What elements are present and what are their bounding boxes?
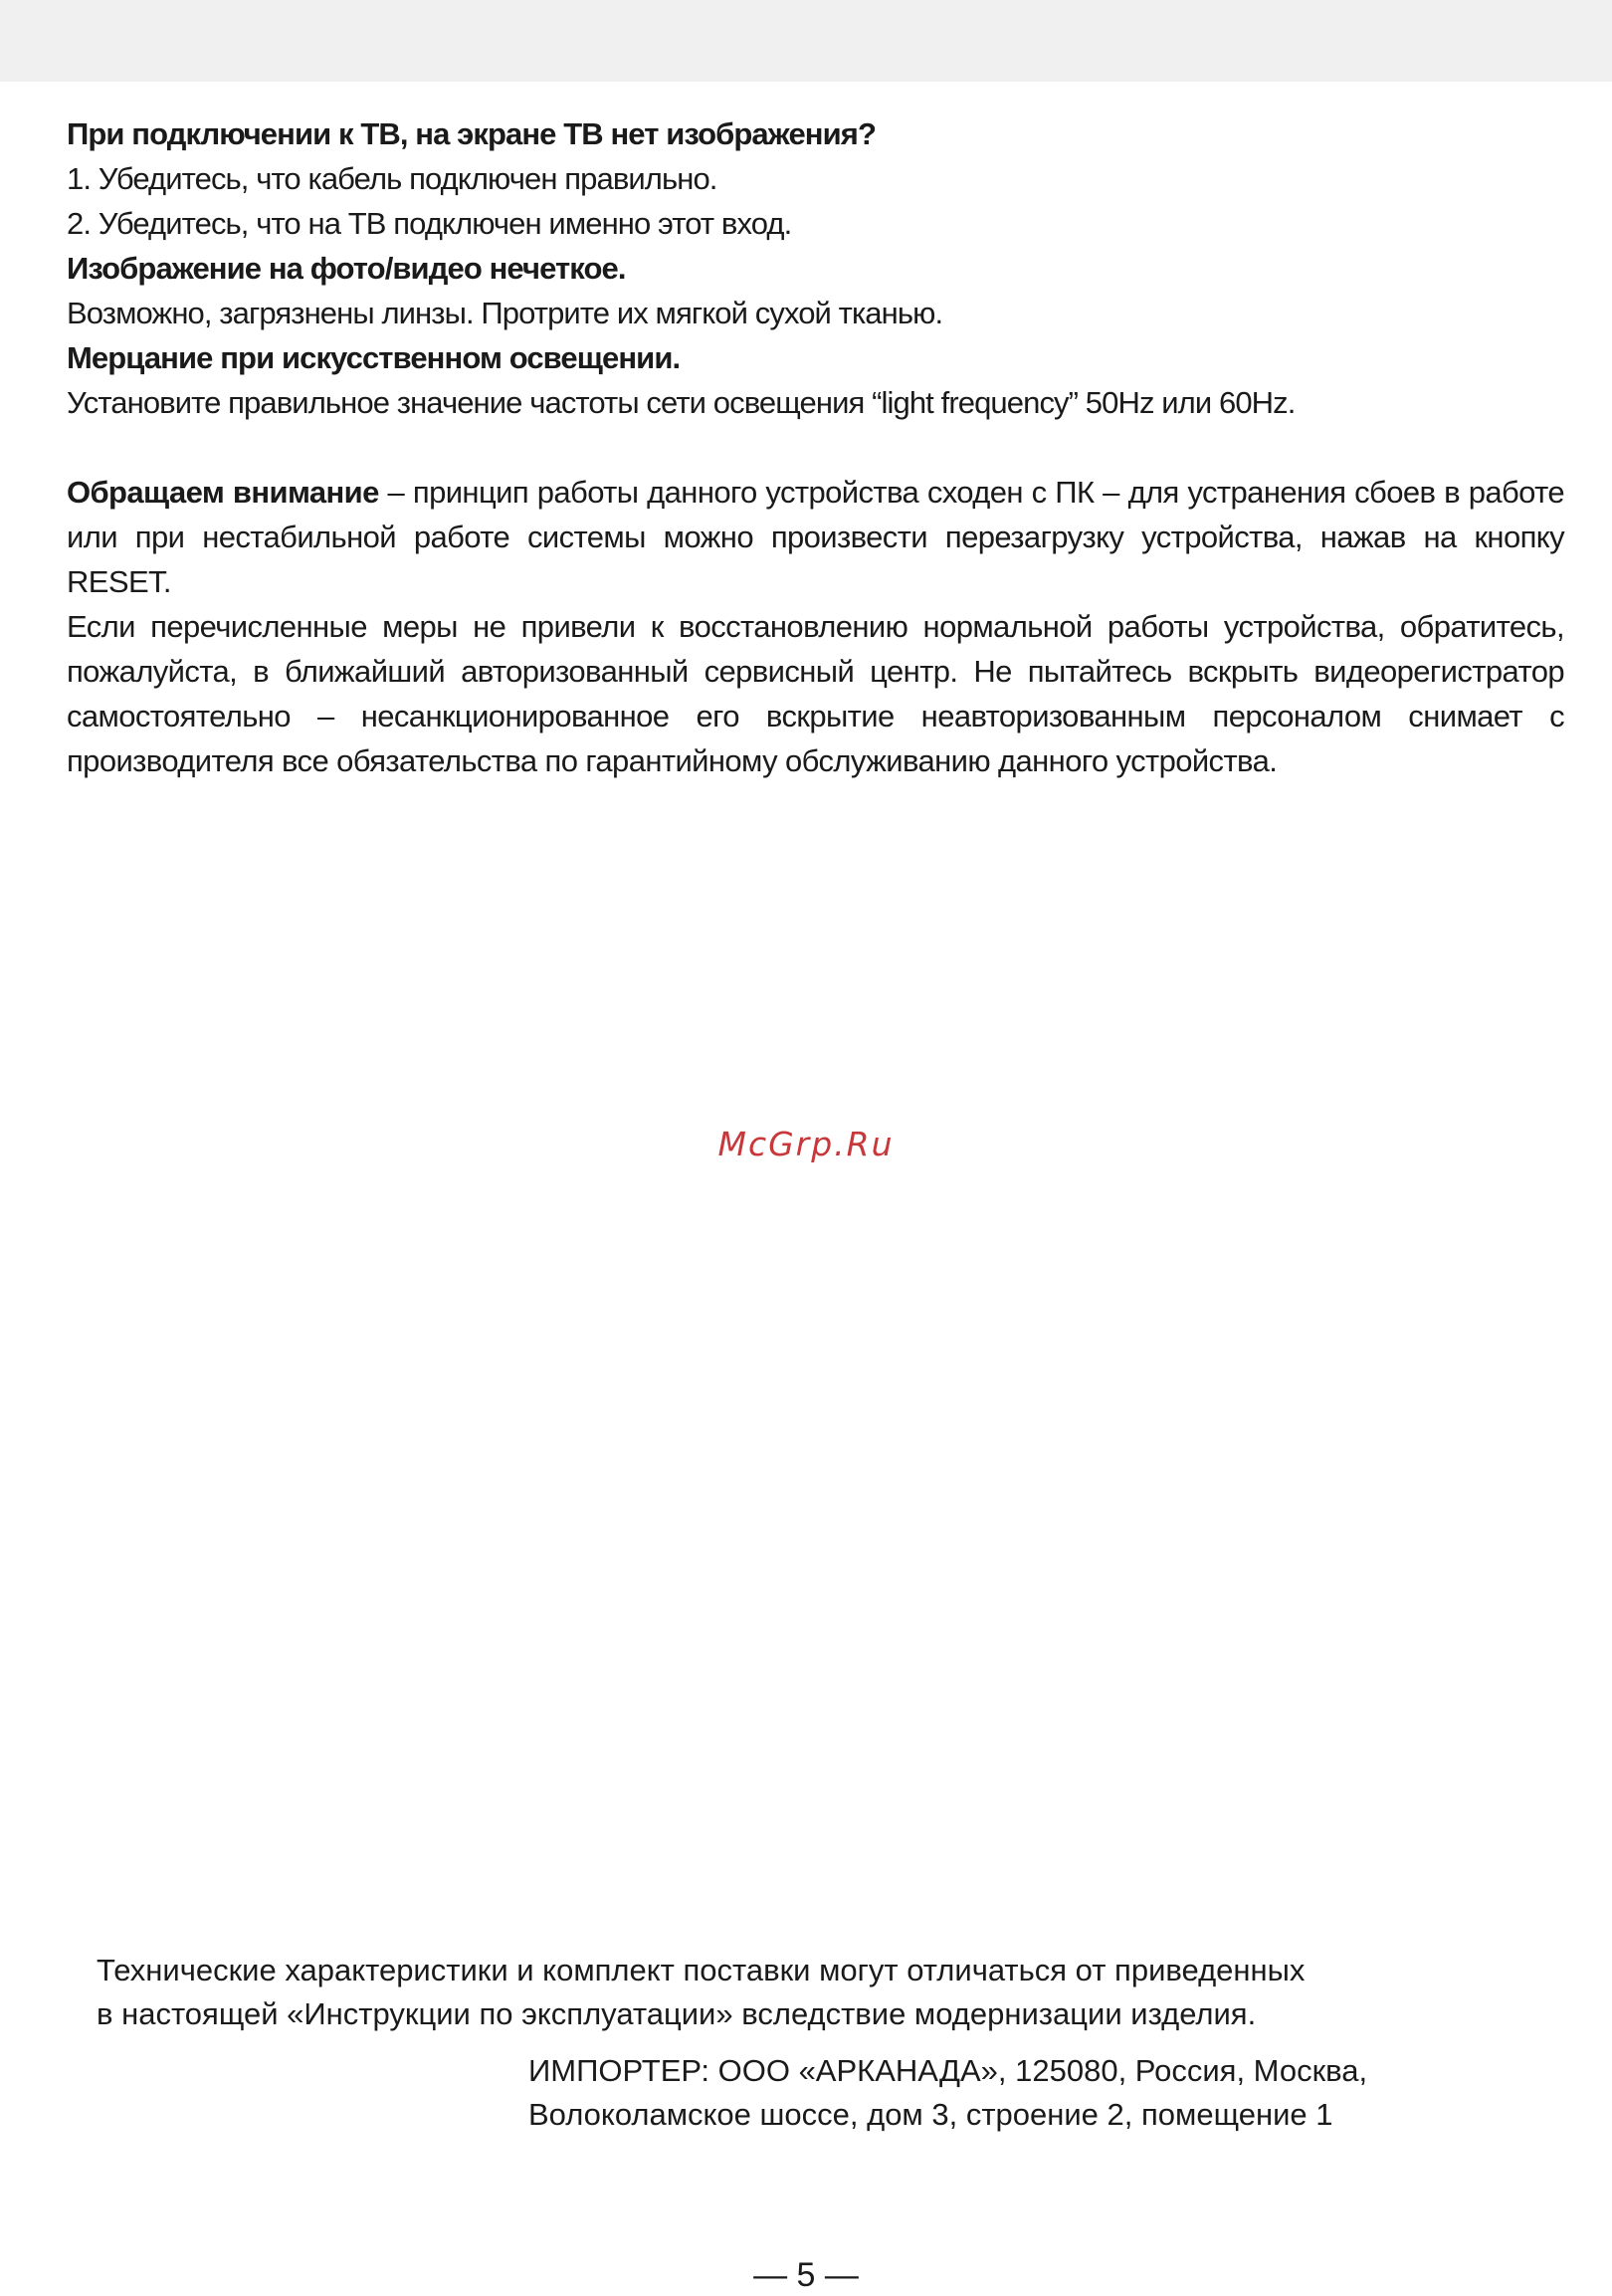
page-number: — 5 — [753, 2256, 859, 2294]
faq-question-blurry: Изображение на фото/видео нечеткое. [67, 251, 626, 286]
importer-line-2: Волоколамское шоссе, дом 3, строение 2, помещение 1 [528, 2097, 1333, 2132]
faq-answer-flicker: Установите правильное значение частоты сети освещения “light frequency” 50Hz или 60Hz. [67, 385, 1296, 420]
faq-question-tv: При подключении к ТВ, на экране ТВ нет изображения? [67, 116, 876, 151]
document-body [67, 111, 1564, 783]
faq-answer-blurry: Возможно, загрязнены линзы. Протрите их мягкой сухой тканью. [67, 296, 943, 330]
importer-line-1: ИМПОРТЕР: ООО «АРКАНАДА», 125080, Россия, Москва, [528, 2053, 1368, 2088]
notice-lead: Обращаем внимание [67, 475, 379, 510]
faq-answer-tv-2: 2. Убедитесь, что на ТВ подключен именно этот вход. [67, 206, 792, 241]
disclaimer-line-1: Технические характеристики и комплект поставки могут отличаться от приведенных [97, 1953, 1306, 1987]
notice-section [67, 470, 1564, 783]
faq-answer-tv-1: 1. Убедитесь, что кабель подключен правильно. [67, 161, 717, 196]
disclaimer [97, 1949, 1510, 2036]
service-paragraph: Если перечисленные меры не привели к восстановлению нормальной работы устройства, обратитесь, пожалуйста, в ближайший авторизованный сервисный центр. Не пытайтесь вскрыть видеорегистратор самостоятельно – несанкционированное его вскрытие неавторизованным персоналом снимает с производителя все обязательства по гарантийному обслуживанию данного устройства. [67, 609, 1564, 778]
faq-question-flicker: Мерцание при искусственном освещении. [67, 340, 681, 375]
notice-paragraph [67, 470, 1564, 604]
notice-text: – принцип работы данного устройства сходен с ПК – для устранения сбоев в работе или при нестабильной работе системы можно произвести перезагрузку устройства, нажав на кнопку RESET. [67, 475, 1564, 599]
troubleshooting-section [67, 111, 1564, 425]
watermark-text: McGrp.Ru [717, 1125, 895, 1163]
importer-info [528, 2049, 1523, 2137]
page-header-band [0, 0, 1612, 82]
disclaimer-line-2: в настоящей «Инструкции по эксплуатации» вследствие модернизации изделия. [97, 1996, 1257, 2031]
